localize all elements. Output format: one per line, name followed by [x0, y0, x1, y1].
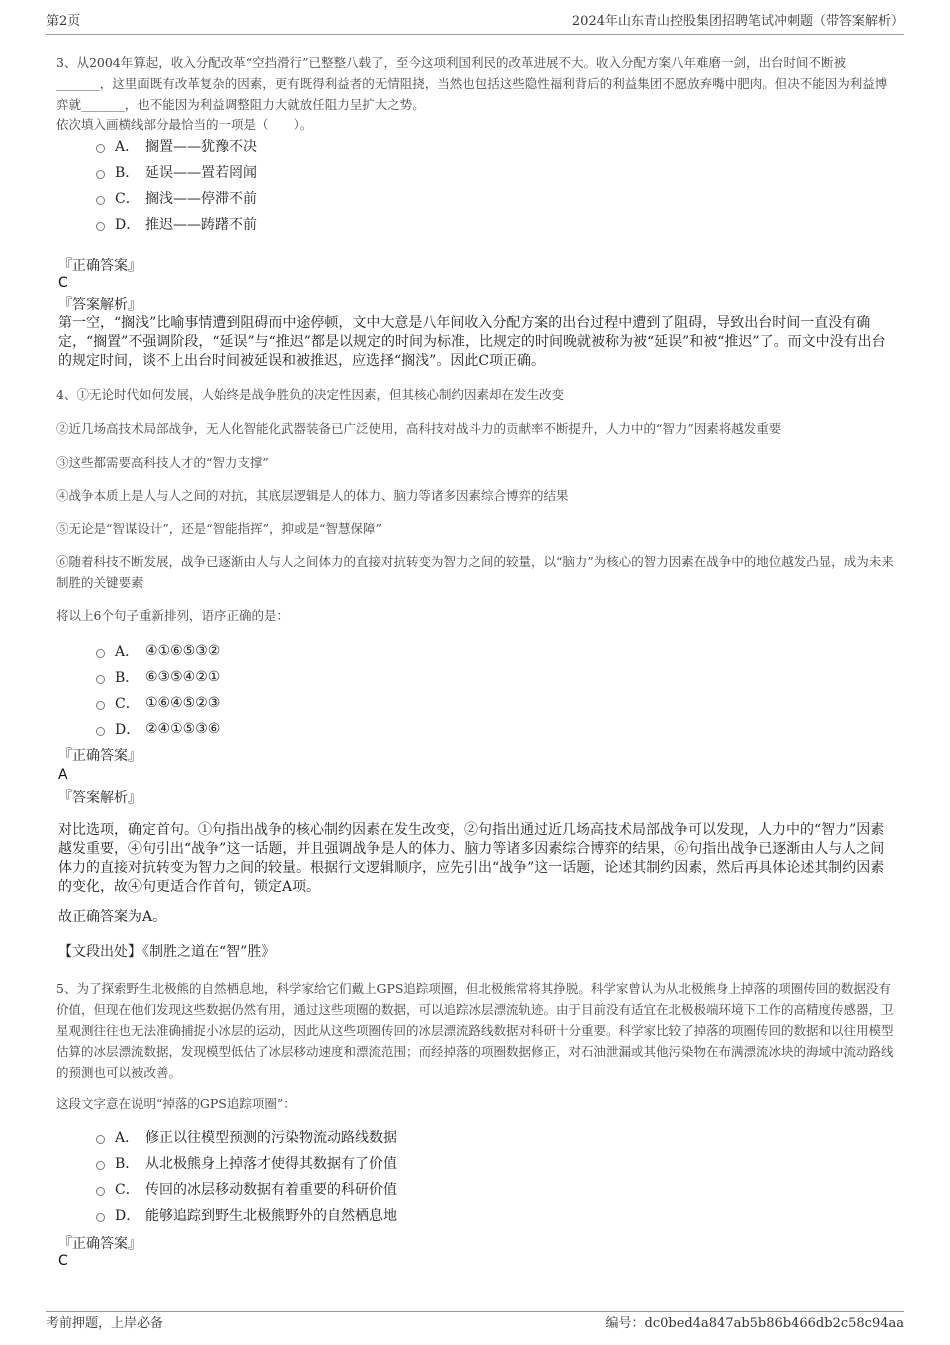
q4-sentence-2: ②近几场高技术局部战争，无人化智能化武器装备已广泛使用，高科技对战斗力的贡献率不断提升，人力中的“智力”因素将越发重要: [56, 421, 782, 436]
q3-stem: 3、从2004年算起，收入分配改革“空挡滑行”已整整八载了，至今这项利国利民的改革进展不大。收入分配方案八年难磨一剑，出台时间不断被_______，这里面既有改革复杂的因素，更有既得利益者的无情阻挠，当然也包括这些隐性福利背后的利益集团不愿放弃嘴中肥肉。但决不能因为利益博弈就_______，也不能因为利益调整阻力大就放任阻力呈扩大之势。: [56, 55, 888, 112]
q5-option-c[interactable]: C． 传回的冰层移动数据有着重要的科研价值: [96, 1176, 856, 1202]
radio-icon[interactable]: [96, 701, 105, 710]
q5-options: [96, 1124, 856, 1228]
q4-option-d[interactable]: D． ②④①⑤③⑥: [96, 716, 856, 742]
q5-answer: C: [58, 1253, 68, 1269]
q3-analysis: 第一空，“搁浅”比喻事情遭到阻碍而中途停顿，文中大意是八年间收入分配方案的出台过程中遭到了阻碍，导致出台时间一直没有确定，“搁置”不强调阶段，“延误”与“推迟”都是以规定的时间为标准，比规定的时间晚就被称为被“延误”和被“推迟”了。而文中没有出台的规定时间，谈不上出台时间被延误和被推迟，应选择“搁浅”。因此C项正确。: [58, 315, 886, 369]
q4-sentence-4: ④战争本质上是人与人之间的对抗，其底层逻辑是人的体力、脑力等诸多因素综合博弈的结果: [56, 488, 569, 503]
radio-icon[interactable]: [96, 727, 105, 736]
radio-icon[interactable]: [96, 196, 105, 205]
q4-answer: A: [58, 767, 68, 783]
radio-icon[interactable]: [96, 1213, 105, 1222]
q4-prompt: 将以上6个句子重新排列，语序正确的是：: [56, 608, 289, 623]
document-code: 编号：dc0bed4a847ab5b86b466db2c58c94aa: [605, 1316, 904, 1331]
radio-icon[interactable]: [96, 1187, 105, 1196]
radio-icon[interactable]: [96, 1161, 105, 1170]
q4-analysis-label: 『答案解析』: [58, 790, 142, 806]
q3-option-b[interactable]: B． 延误——置若罔闻: [96, 159, 856, 185]
q3-option-d[interactable]: D． 推迟——踌躇不前: [96, 211, 856, 237]
q5-answer-label: 『正确答案』: [58, 1236, 142, 1252]
q3-answer: C: [58, 275, 68, 291]
q3-option-a[interactable]: A． 搁置——犹豫不决: [96, 133, 856, 159]
q4-source: 【文段出处】《制胜之道在“智”胜》: [58, 944, 276, 960]
q4-analysis: 对比选项，确定首句。①句指出战争的核心制约因素在发生改变，②句指出通过近几场高技术局部战争可以发现，人力中的“智力”因素越发重要，④句引出“战争”这一话题，并且强调战争是人的体力、脑力等诸多因素综合博弈的结果，⑥句指出战争已逐渐由人与人之间体力的直接对抗转变为智力之间的较量。根据行文逻辑顺序，应先引出“战争”这一话题，论述其制约因素，然后再具体论述其制约因素的变化，故④句更适合作首句，锁定A项。: [58, 822, 885, 895]
q5-option-d[interactable]: D． 能够追踪到野生北极熊野外的自然栖息地: [96, 1202, 856, 1228]
page-number: 第2页: [46, 14, 81, 29]
q4-option-c[interactable]: C． ①⑥④⑤②③: [96, 690, 856, 716]
q3-option-c[interactable]: C． 搁浅——停滞不前: [96, 185, 856, 211]
radio-icon[interactable]: [96, 170, 105, 179]
page-header: [46, 12, 904, 35]
q4-sentence-6: ⑥随着科技不断发展，战争已逐渐由人与人之间体力的直接对抗转变为智力之间的较量，以“脑力”为核心的智力因素在战争中的地位越发凸显，成为未来制胜的关键要素: [56, 554, 894, 590]
q3-prompt: 依次填入画横线部分最恰当的一项是（ ）。: [56, 117, 313, 132]
q5-option-b[interactable]: B． 从北极熊身上掉落才使得其数据有了价值: [96, 1150, 856, 1176]
q3-answer-label: 『正确答案』: [58, 258, 142, 274]
radio-icon[interactable]: [96, 1135, 105, 1144]
q3-analysis-label: 『答案解析』: [58, 297, 142, 313]
q4-conclusion: 故正确答案为A。: [58, 909, 167, 925]
radio-icon[interactable]: [96, 649, 105, 658]
q4-option-b[interactable]: B． ⑥③⑤④②①: [96, 664, 856, 690]
q4-sentence-5: ⑤无论是“智谋设计”，还是“智能指挥”，抑或是“智慧保障”: [56, 521, 382, 536]
page-footer: [46, 1311, 904, 1334]
q4-sentence-3: ③这些都需要高科技人才的“智力支撑”: [56, 455, 269, 470]
q4-option-a[interactable]: A． ④①⑥⑤③②: [96, 638, 856, 664]
radio-icon[interactable]: [96, 144, 105, 153]
radio-icon[interactable]: [96, 675, 105, 684]
q4-answer-label: 『正确答案』: [58, 748, 142, 764]
q5-prompt: 这段文字意在说明“掉落的GPS追踪项圈”：: [56, 1096, 296, 1111]
radio-icon[interactable]: [96, 222, 105, 231]
q4-options: [96, 638, 856, 742]
q3-options: [96, 133, 856, 237]
footer-slogan: 考前押题，上岸必备: [46, 1316, 164, 1331]
q5-stem: 5、为了探索野生北极熊的自然栖息地，科学家给它们戴上GPS追踪项圈，但北极熊常将其挣脱。科学家曾认为从北极熊身上掉落的项圈传回的数据没有价值，但现在他们发现这些数据仍然有用，通过这些项圈的数据，可以追踪冰层漂流轨迹。由于目前没有适宜在北极极端环境下工作的高精度传感器，卫星观测往往也无法准确捕捉小冰层的运动，因此从这些项圈传回的冰层漂流路线数据对科研十分重要。科学家比较了掉落的项圈传回的数据和以往用模型估算的冰层漂流数据，发现模型低估了冰层移动速度和漂流范围；而经掉落的项圈数据修正，对石油泄漏或其他污染物在布满漂流冰块的海域中流动路线的预测也可以被改善。: [56, 981, 894, 1080]
q4-sentence-1: 4、①无论时代如何发展，人始终是战争胜负的决定性因素，但其核心制约因素却在发生改变: [56, 387, 564, 402]
q5-option-a[interactable]: A． 修正以往模型预测的污染物流动路线数据: [96, 1124, 856, 1150]
document-title: 2024年山东青山控股集团招聘笔试冲刺题（带答案解析）: [571, 14, 904, 29]
